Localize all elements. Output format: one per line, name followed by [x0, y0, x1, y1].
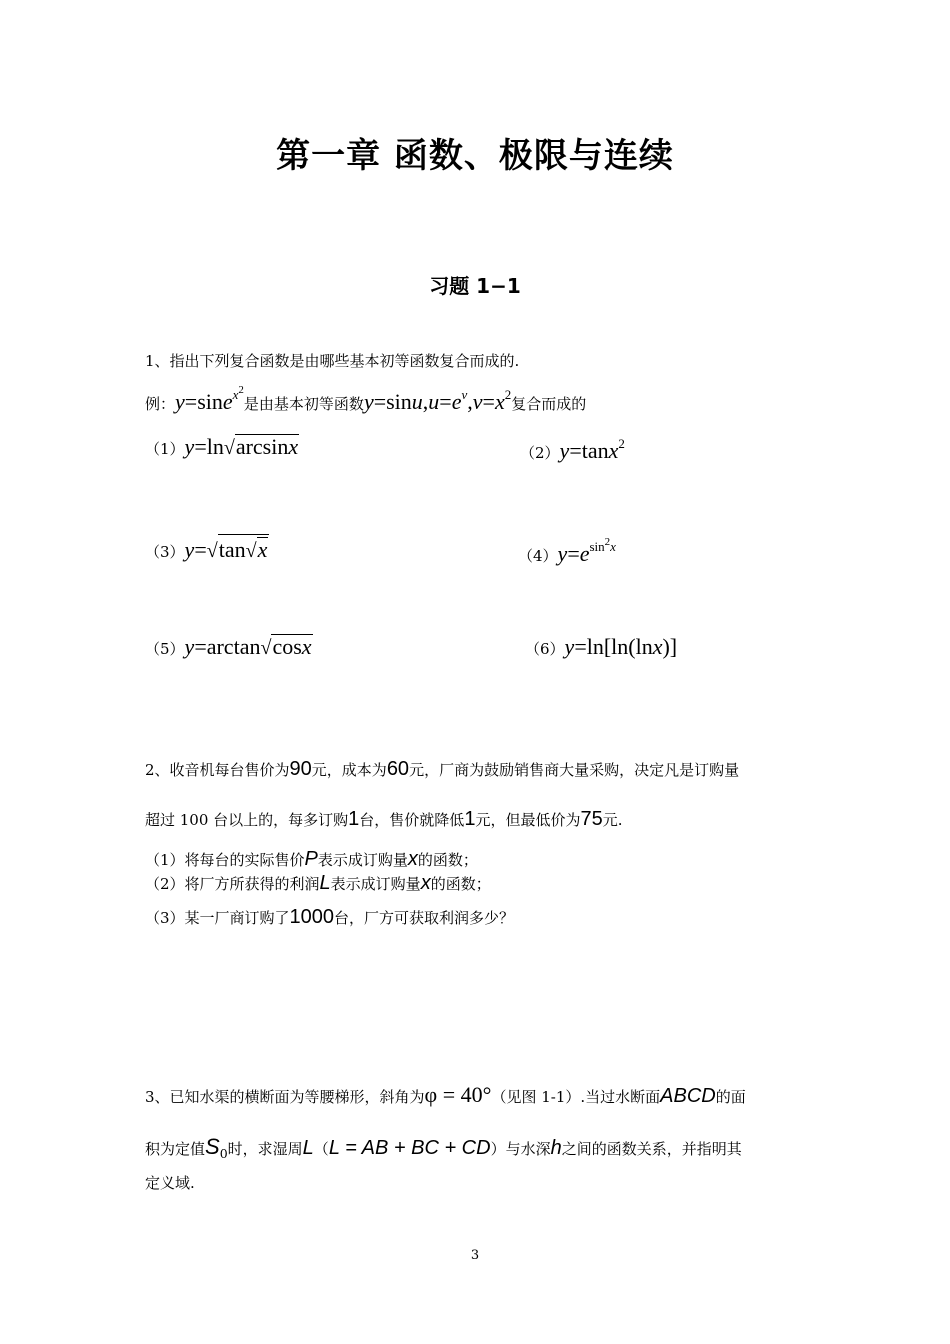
- abcd-label: ABCD: [660, 1085, 716, 1107]
- q1-item-1: [145, 432, 299, 460]
- example-prefix: 例：: [145, 395, 176, 413]
- item-formula: y=ln[ln(lnx)]: [564, 634, 678, 659]
- var-x: x: [420, 872, 431, 894]
- q2-sub-2: （2）将厂方所获得的利润L表示成订购量x的函数；: [145, 872, 491, 894]
- q1-stem: 1、指出下列复合函数是由哪些基本初等函数复合而成的.: [145, 352, 520, 370]
- example-suffix: 复合而成的: [511, 395, 587, 413]
- var-x: x: [407, 848, 418, 870]
- q1-item-3: [145, 532, 269, 563]
- q2-line-1: 2、收音机每台售价为90元，成本为60元，厂商为鼓励销售商大量采购，决定凡是订购量: [145, 758, 740, 780]
- q2-sub-3: （3）某一厂商订购了1000台，厂方可获取利润多少？: [145, 906, 515, 928]
- item-formula: y=√tan√x: [185, 537, 270, 562]
- perimeter-formula: L = AB + BC + CD: [328, 1137, 491, 1159]
- q3-line-2: 积为定值$S_0$时，求湿周L（L = AB + BC + CD）与水深h之间的函数关系，并指明其: [145, 1134, 742, 1161]
- q1-item-2: [520, 436, 625, 464]
- item-label: （4）: [518, 547, 558, 565]
- decrement-value: 1: [464, 808, 476, 830]
- angle-formula: φ = 40°: [424, 1082, 492, 1107]
- item-label: （1）: [145, 440, 185, 458]
- var-l: L: [302, 1137, 314, 1159]
- q2-line-2: 超过 100 台以上的，每多订购1台，售价就降低1元，但最低价为75元.: [145, 808, 623, 830]
- item-formula: y=tanx$^2$: [559, 436, 625, 463]
- page-number: 3: [470, 1248, 480, 1263]
- q3-line-3: 定义域.: [145, 1174, 195, 1192]
- var-s0: S: [205, 1134, 220, 1159]
- q1-item-4: [518, 536, 616, 567]
- example-mid: 是由基本初等函数: [243, 395, 364, 413]
- example-formula-1: y=sine$^{x^2}$: [175, 384, 244, 414]
- price-value: 90: [289, 758, 312, 780]
- item-label: （6）: [525, 640, 565, 658]
- var-h: h: [550, 1137, 562, 1159]
- order-quantity: 1000: [289, 906, 335, 928]
- q1-item-5: [145, 632, 313, 660]
- item-label: （5）: [145, 640, 185, 658]
- cost-value: 60: [386, 758, 410, 780]
- q2-sub-1: （1）将每台的实际售价P表示成订购量x的函数；: [145, 848, 478, 870]
- exercise-title: 习题 1−1: [429, 274, 521, 298]
- q3-line-1: 3、已知水渠的横断面为等腰梯形，斜角为φ = 40°（见图 1-1）.当过水断面ABCD的面: [145, 1082, 746, 1107]
- example-formula-2: $y=\sin u,u=e^v,v=x^2$: [363, 387, 512, 414]
- item-formula: $y=e^{sin^2x}$: [557, 536, 616, 566]
- chapter-title: 第一章 函数、极限与连续: [276, 136, 674, 176]
- item-label: （3）: [145, 543, 185, 561]
- var-p: P: [304, 848, 318, 870]
- var-s0-subscript: 0: [219, 1146, 228, 1161]
- item-formula: y=arctan√cosx: [184, 634, 312, 659]
- q1-item-6: [525, 634, 677, 660]
- q1-example: [145, 384, 586, 415]
- item-label: （2）: [520, 444, 560, 462]
- item-formula: y=ln√arcsinx: [184, 434, 299, 459]
- increment-value: 1: [348, 808, 360, 830]
- var-l: L: [319, 872, 331, 894]
- min-price-value: 75: [580, 808, 603, 830]
